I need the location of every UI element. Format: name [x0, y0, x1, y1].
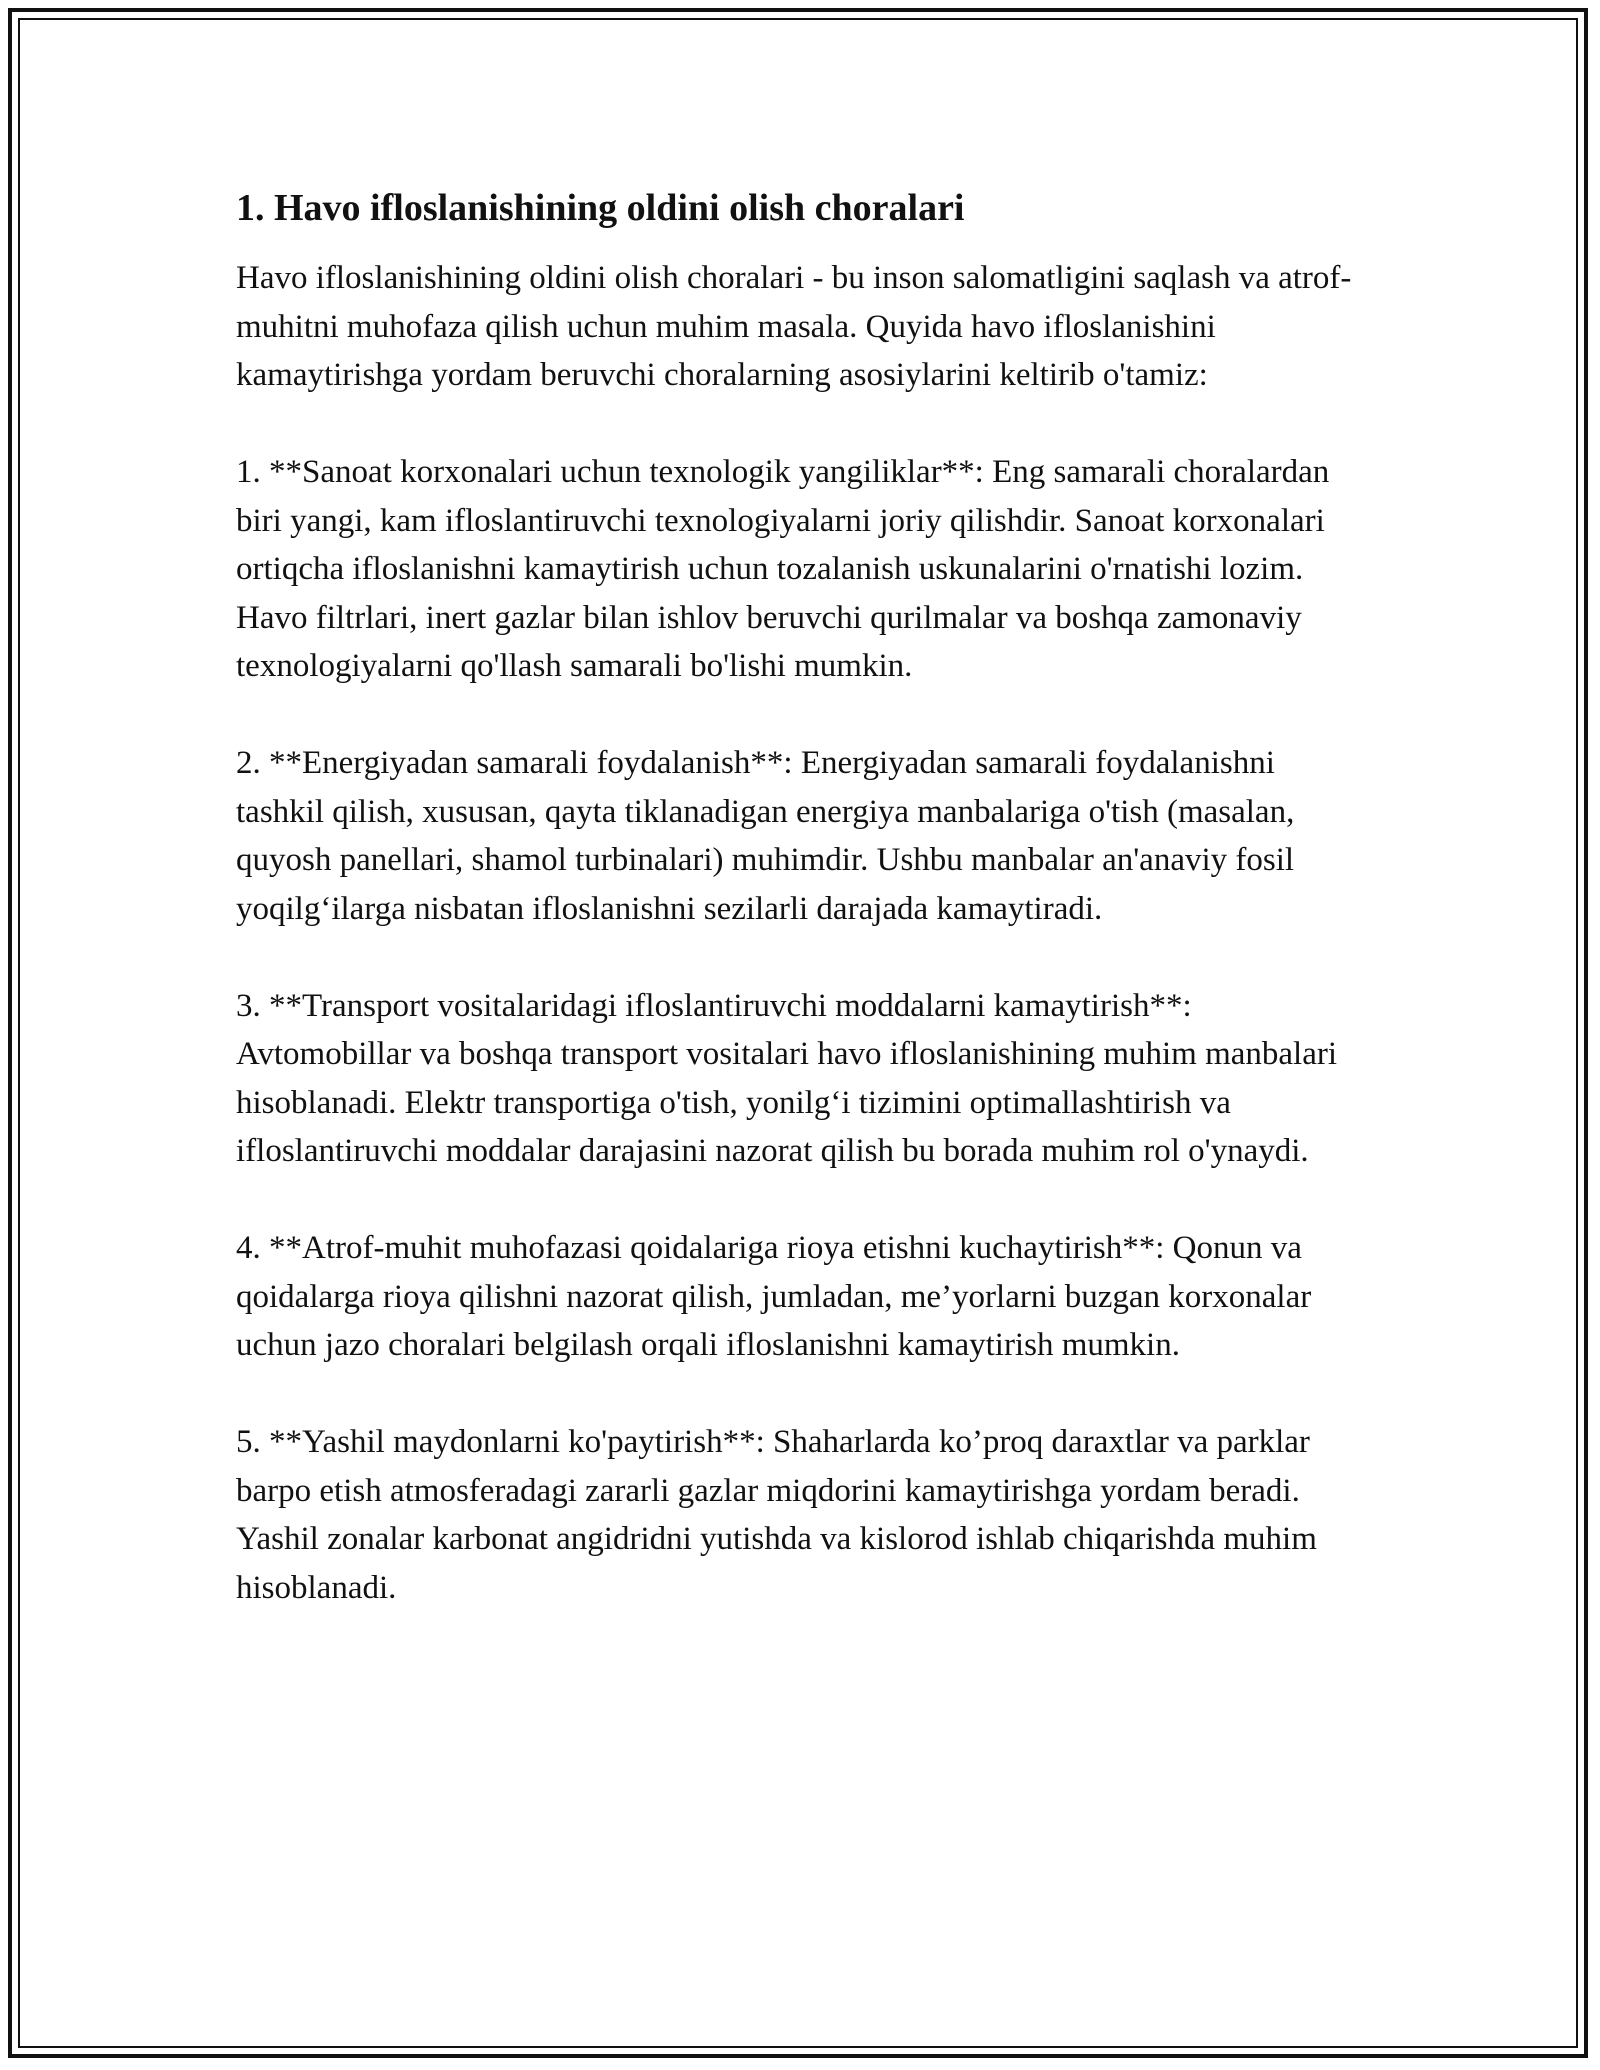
- list-item-1: 1. **Sanoat korxonalari uchun texnologik yangiliklar**: Eng samarali choralardan biri yangi, kam ifloslantiruvchi texnologiyalarni joriy qilishdir. Sanoat korxonalari ortiqcha ifloslanishni kamaytirish uchun tozalanish uskunalarini o'rnatishi lozim. Havo filtrlari, inert gazlar bilan ishlov beruvchi qurilmalar va boshqa zamonaviy texnologiyalarni qo'llash samarali bo'lishi mumkin.: [236, 454, 1330, 684]
- document-title: 1. Havo ifloslanishining oldini olish choralari: [236, 187, 965, 229]
- list-item-2: 2. **Energiyadan samarali foydalanish**: Energiyadan samarali foydalanishni tashkil qilish, xususan, qayta tiklanadigan energiya manbalariga o'tish (masalan, quyosh panellari, shamol turbinalari) muhimdir. Ushbu manbalar an'anaviy fosil yoqilg‘ilarga nisbatan ifloslanishni sezilarli darajada kamaytiradi.: [236, 745, 1295, 927]
- list-item-3: 3. **Transport vositalaridagi ifloslantiruvchi moddalarni kamaytirish**: Avtomobillar va boshqa transport vositalari havo ifloslanishining muhim manbalari hisoblanadi. Elektr transportiga o'tish, yonilg‘i tizimini optimallashtirish va ifloslantiruvchi moddalar darajasini nazorat qilish bu borada muhim rol o'ynaydi.: [236, 987, 1338, 1169]
- list-item-4: 4. **Atrof-muhit muhofazasi qoidalariga rioya etishni kuchaytirish**: Qonun va qoidalarga rioya qilishni nazorat qilish, jumladan, me’yorlarni buzgan korxonalar uchun jazo choralari belgilash orqali ifloslanishni kamaytirish mumkin.: [236, 1230, 1312, 1363]
- list-item-5: 5. **Yashil maydonlarni ko'paytirish**: Shaharlarda ko’proq daraxtlar va parklar barpo etish atmosferadagi zararli gazlar miqdorini kamaytirishga yordam beradi. Yashil zonalar karbonat angidridni yutishda va kislorod ishlab chiqarishda muhim hisoblanadi.: [236, 1424, 1317, 1606]
- document-body: [236, 184, 1366, 1661]
- intro-paragraph: Havo ifloslanishining oldini olish choralari - bu inson salomatligini saqlash va atrof-muhitni muhofaza qilish uchun muhim masala. Quyida havo ifloslanishini kamaytirishga yordam beruvchi choralarning asosiylarini keltirib o'tamiz:: [236, 260, 1352, 393]
